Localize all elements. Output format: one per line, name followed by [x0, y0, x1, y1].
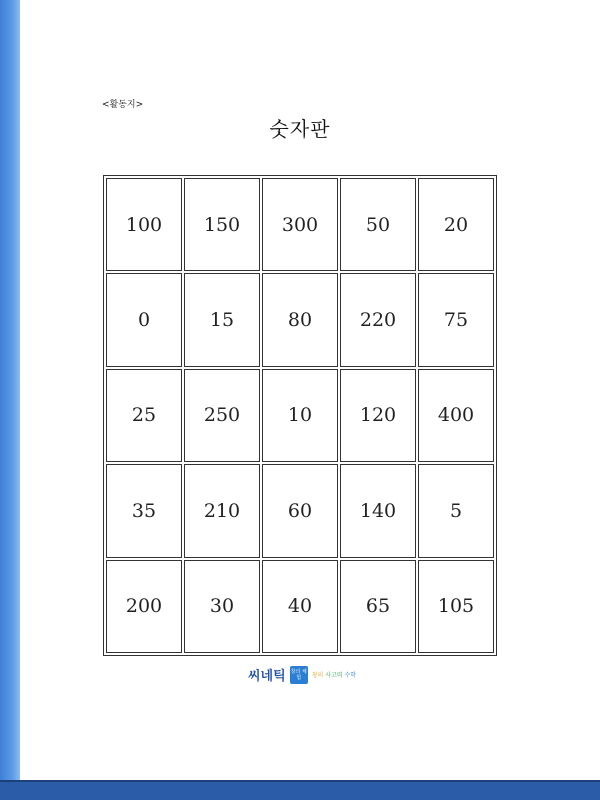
board-cell: 300	[262, 178, 338, 271]
tagline-part-3: 수학	[344, 672, 357, 679]
board-cell: 75	[418, 273, 494, 366]
board-cell: 65	[340, 560, 416, 653]
tagline-part-2: 사고력	[325, 672, 343, 679]
board-cell: 0	[106, 273, 182, 366]
board-cell: 5	[418, 464, 494, 557]
bottom-border-bar	[0, 780, 600, 800]
board-cell: 25	[106, 369, 182, 462]
logo-tagline	[312, 670, 356, 679]
number-board-grid	[106, 178, 494, 653]
board-cell: 120	[340, 369, 416, 462]
logo-badge-icon: 창의 체험	[290, 666, 308, 684]
tagline-part-1: 창의	[311, 672, 324, 679]
board-cell: 10	[262, 369, 338, 462]
board-cell: 20	[418, 178, 494, 271]
board-cell: 140	[340, 464, 416, 557]
activity-label: <활동지>	[102, 100, 144, 110]
board-cell: 200	[106, 560, 182, 653]
logo-wordmark: 씨네틱	[248, 669, 286, 684]
board-cell: 210	[184, 464, 260, 557]
board-cell: 250	[184, 369, 260, 462]
publisher-logo	[248, 665, 356, 684]
number-board	[103, 175, 497, 656]
board-cell: 30	[184, 560, 260, 653]
board-cell: 60	[262, 464, 338, 557]
board-cell: 100	[106, 178, 182, 271]
board-cell: 220	[340, 273, 416, 366]
board-cell: 15	[184, 273, 260, 366]
board-cell: 105	[418, 560, 494, 653]
board-cell: 150	[184, 178, 260, 271]
board-cell: 40	[262, 560, 338, 653]
board-cell: 400	[418, 369, 494, 462]
board-cell: 50	[340, 178, 416, 271]
board-cell: 80	[262, 273, 338, 366]
board-cell: 35	[106, 464, 182, 557]
page-title: 숫자판	[269, 117, 331, 141]
